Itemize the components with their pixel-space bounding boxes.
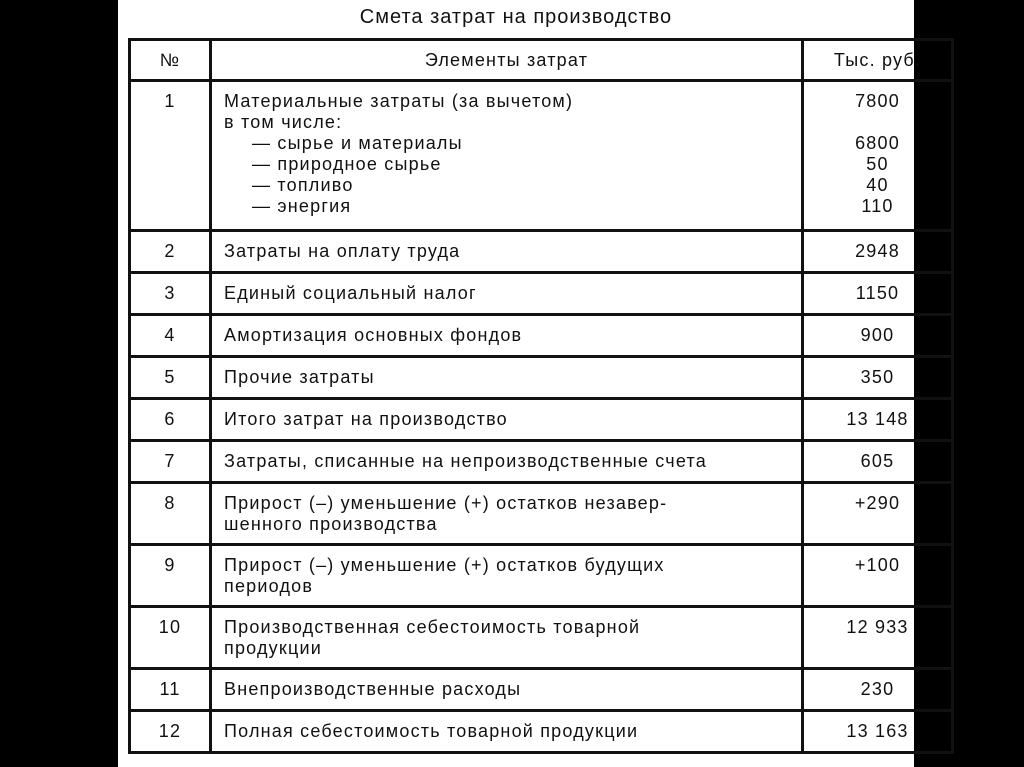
- cost-element-text: Амортизация основных фондов: [224, 325, 523, 345]
- row-number: 5: [130, 357, 211, 399]
- row-value: [803, 711, 953, 753]
- row-cost-element: [211, 399, 803, 441]
- table-row: [130, 357, 953, 399]
- value-text: +100: [854, 555, 901, 575]
- row-value: [803, 399, 953, 441]
- value-spacer: [808, 112, 947, 133]
- row-cost-element: [211, 441, 803, 483]
- row-value: [803, 315, 953, 357]
- row-number: 11: [130, 669, 211, 711]
- row-cost-element: [211, 273, 803, 315]
- value-text: 13 163: [846, 721, 909, 741]
- cost-subelement-text: — энергия: [252, 196, 352, 216]
- cost-element-text: Прирост (–) уменьшение (+) остатков будущих: [224, 555, 665, 575]
- row-cost-element: [211, 669, 803, 711]
- cost-element-text: Затраты, списанные на непроизводственные счета: [224, 451, 707, 471]
- row-number: 8: [130, 483, 211, 545]
- cost-element-text: продукции: [224, 638, 322, 658]
- cost-element-text: Материальные затраты (за вычетом): [224, 91, 574, 111]
- table-row: [130, 711, 953, 753]
- subvalue-text: 40: [866, 175, 889, 195]
- row-number: 9: [130, 545, 211, 607]
- cost-element-text: Итого затрат на производство: [224, 409, 508, 429]
- document-title: Смета затрат на производство: [359, 6, 673, 28]
- value-text: 2948: [855, 241, 900, 261]
- header-cost-elements: Элементы затрат: [211, 40, 803, 81]
- table-row: [130, 607, 953, 669]
- subvalue-text: 6800: [855, 133, 900, 153]
- row-cost-element: [211, 607, 803, 669]
- row-number: 4: [130, 315, 211, 357]
- row-number: 10: [130, 607, 211, 669]
- cost-element-text: периодов: [224, 576, 314, 596]
- table-row: [130, 669, 953, 711]
- cost-element-text: в том числе:: [224, 112, 343, 132]
- row-value: [803, 545, 953, 607]
- table-row: [130, 545, 953, 607]
- row-cost-element: [211, 357, 803, 399]
- cost-subelement-text: — сырье и материалы: [252, 133, 463, 153]
- header-number: №: [130, 40, 211, 81]
- table-row: [130, 441, 953, 483]
- value-text: 900: [860, 325, 895, 345]
- table-row: [130, 273, 953, 315]
- cost-element-text: Затраты на оплату труда: [224, 241, 461, 261]
- row-value: [803, 483, 953, 545]
- cost-element-text: шенного производства: [224, 514, 438, 534]
- table-row: [130, 399, 953, 441]
- document-page: [118, 0, 922, 767]
- cost-element-text: Полная себестоимость товарной продукции: [224, 721, 639, 741]
- row-value: [803, 669, 953, 711]
- cost-estimate-table: [128, 38, 954, 754]
- cost-element-text: Внепроизводственные расходы: [224, 679, 522, 699]
- row-number: 12: [130, 711, 211, 753]
- table-header-row: [130, 40, 953, 81]
- row-cost-element: [211, 231, 803, 273]
- cost-element-text: Прирост (–) уменьшение (+) остатков незавер-: [224, 493, 668, 513]
- value-text: 230: [860, 679, 895, 699]
- table-row: [130, 81, 953, 231]
- row-value: [803, 231, 953, 273]
- cost-subelement-text: — природное сырье: [252, 154, 442, 174]
- subvalue-text: 50: [866, 154, 889, 174]
- table-row: [130, 315, 953, 357]
- value-text: 12 933: [846, 617, 909, 637]
- header-value: Тыс. руб.: [803, 40, 953, 81]
- cost-element-text: Производственная себестоимость товарной: [224, 617, 641, 637]
- value-text: 7800: [855, 91, 900, 111]
- value-text: 605: [860, 451, 895, 471]
- cost-element-text: Прочие затраты: [224, 367, 375, 387]
- value-text: 1150: [855, 283, 900, 303]
- row-cost-element: [211, 483, 803, 545]
- row-number: 1: [130, 81, 211, 231]
- value-text: 350: [860, 367, 895, 387]
- cost-element-text: Единый социальный налог: [224, 283, 477, 303]
- row-cost-element: [211, 711, 803, 753]
- table-row: [130, 231, 953, 273]
- row-cost-element: [211, 315, 803, 357]
- row-cost-element: [211, 545, 803, 607]
- row-number: 3: [130, 273, 211, 315]
- row-value: [803, 607, 953, 669]
- value-text: +290: [854, 493, 901, 513]
- table-row: [130, 483, 953, 545]
- value-text: 13 148: [846, 409, 909, 429]
- row-value: [803, 273, 953, 315]
- row-cost-element: [211, 81, 803, 231]
- row-number: 6: [130, 399, 211, 441]
- subvalue-text: 110: [861, 196, 894, 216]
- row-number: 2: [130, 231, 211, 273]
- row-value: [803, 81, 953, 231]
- cost-subelement-text: — топливо: [252, 175, 354, 195]
- row-number: 7: [130, 441, 211, 483]
- row-value: [803, 441, 953, 483]
- row-value: [803, 357, 953, 399]
